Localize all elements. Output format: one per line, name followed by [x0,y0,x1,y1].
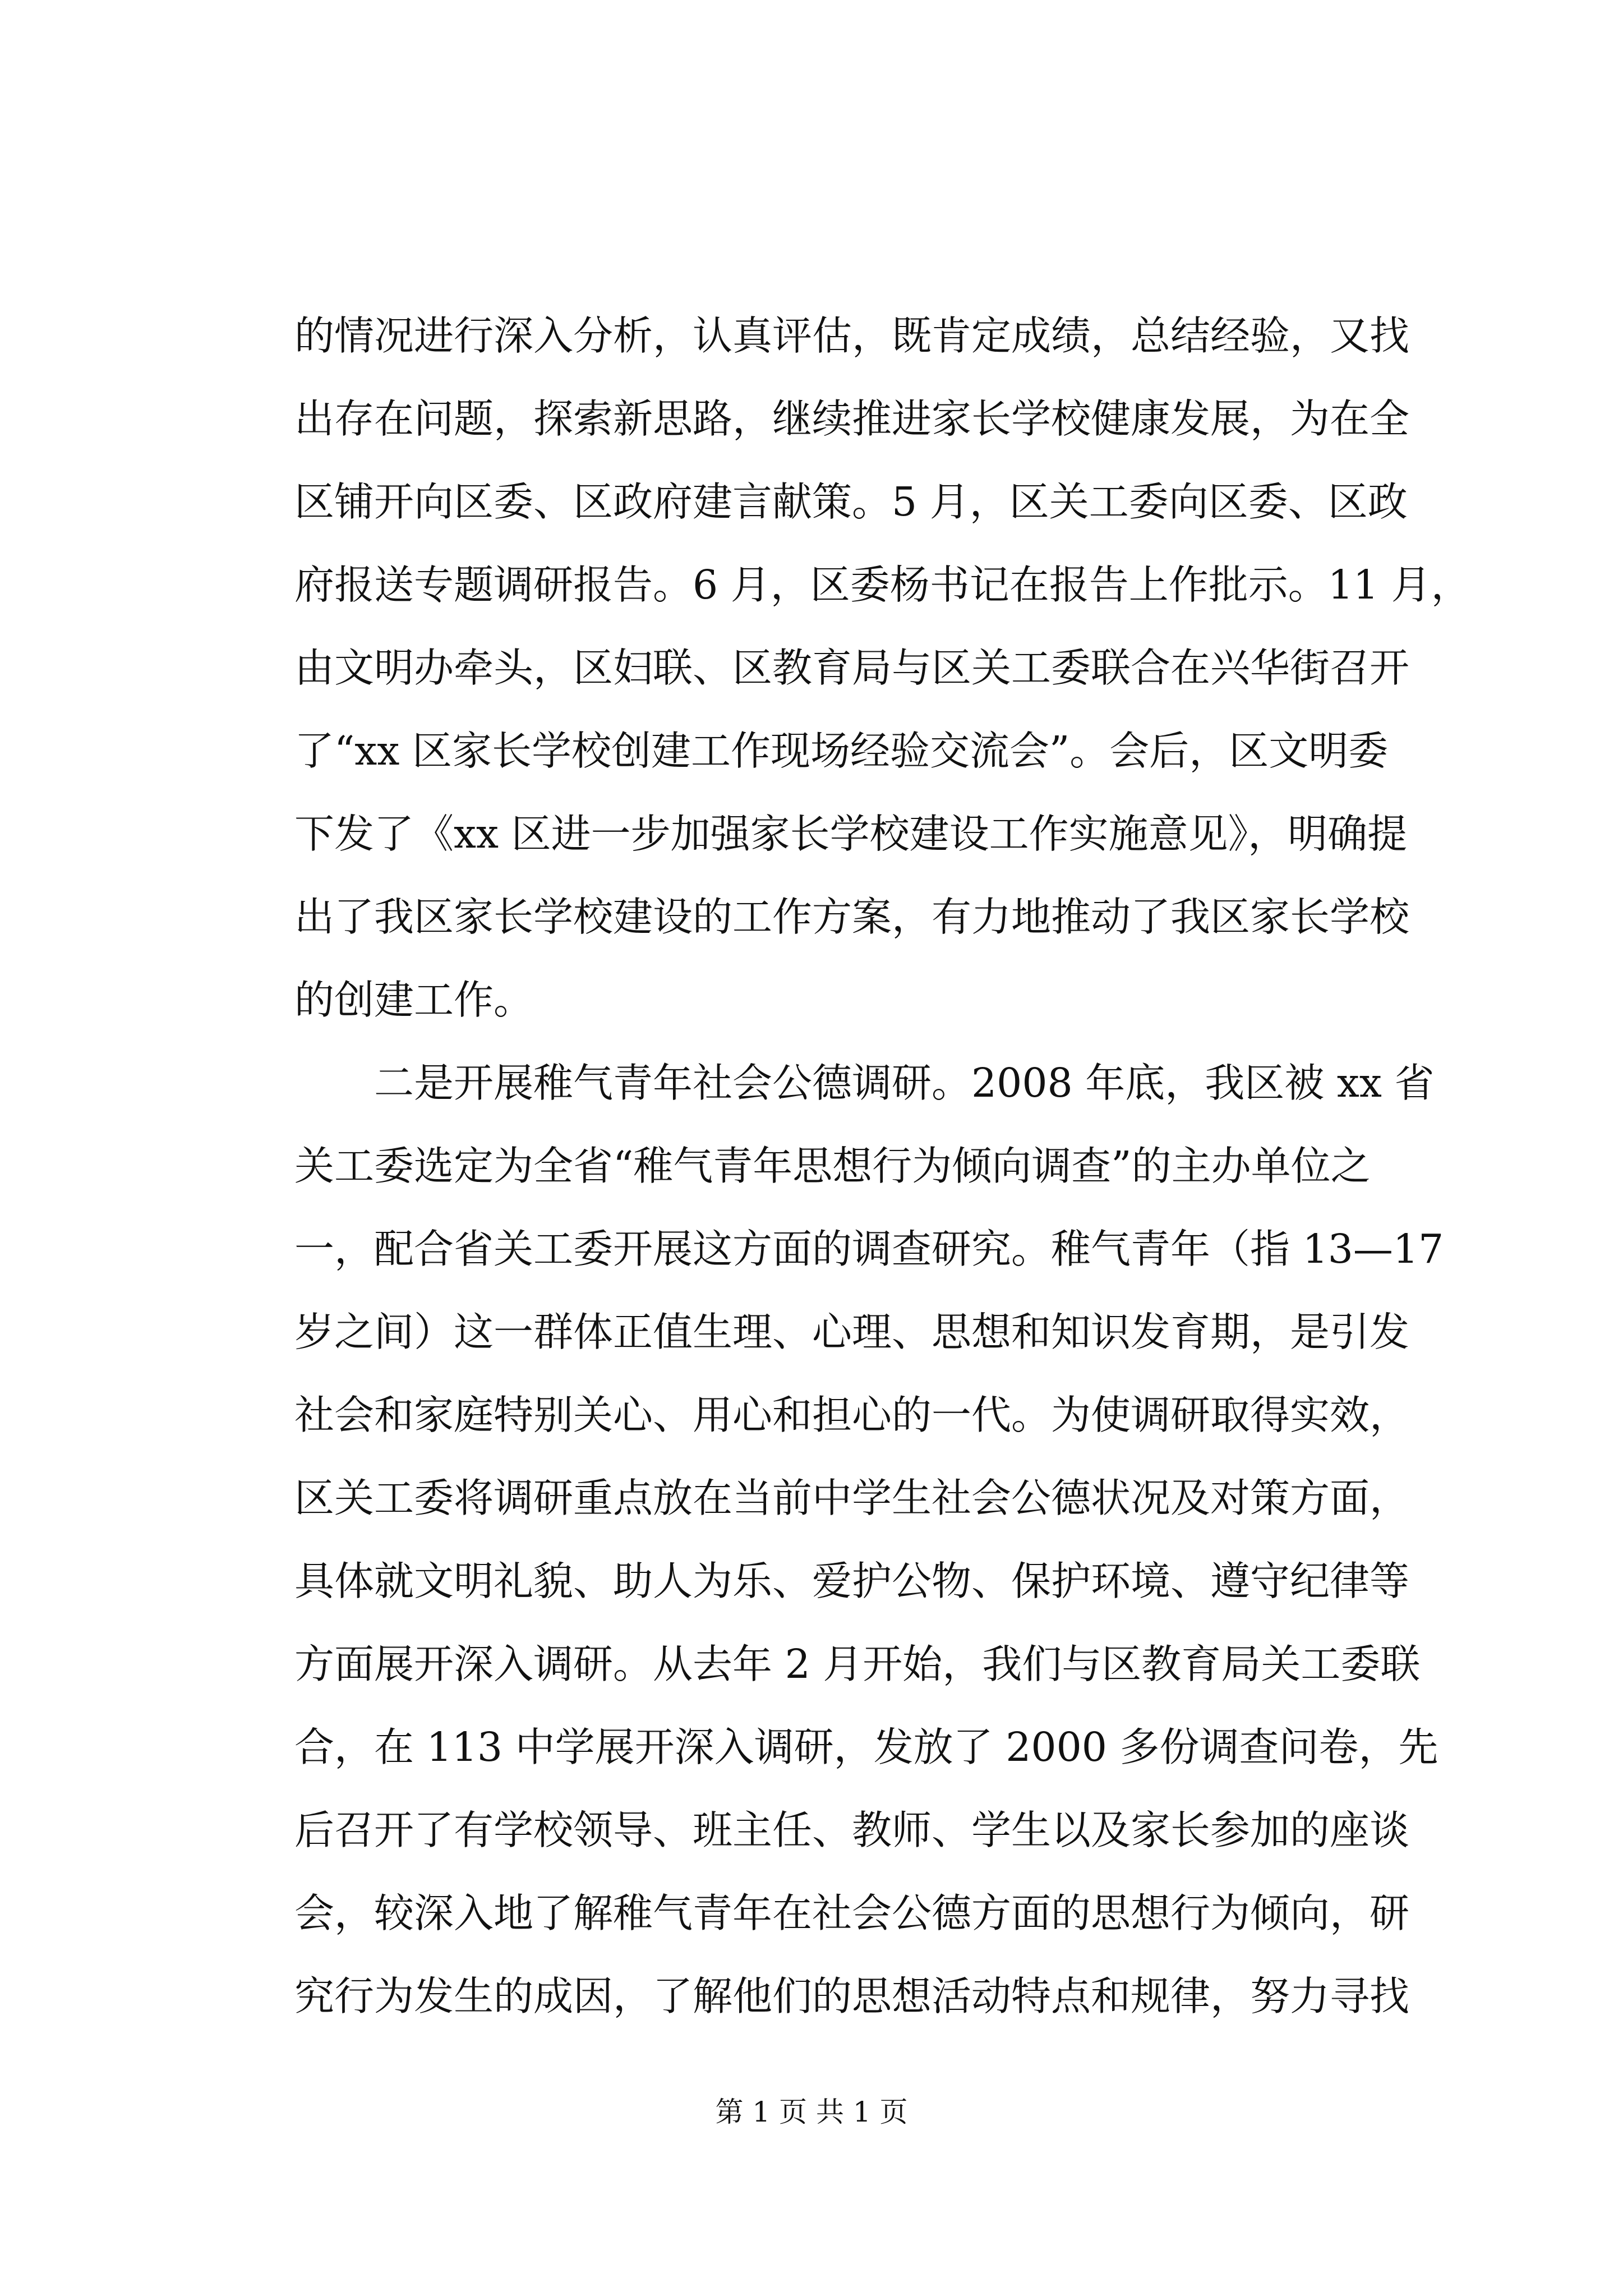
text-line: 府报送专题调研报告。6 月，区委杨书记在报告上作批示。11 月， [294,562,1471,608]
text-line: 区铺开向区委、区政府建言献策。5 月，区关工委向区委、区政 [294,478,1408,525]
text-line: 岁之间）这一群体正值生理、心理、思想和知识发育期，是引发 [294,1309,1410,1355]
text-line: 了“xx 区家长学校创建工作现场经验交流会”。会后，区文明委 [294,728,1389,774]
text-line: 的情况进行深入分析，认真评估，既肯定成绩，总结经验，又找 [294,312,1410,359]
text-line: 一，配合省关工委开展这方面的调查研究。稚气青年（指 13—17 [294,1226,1444,1272]
text-line: 的创建工作。 [294,977,534,1023]
text-line: 下发了《xx 区进一步加强家长学校建设工作实施意见》，明确提 [294,811,1408,857]
text-line: 出了我区家长学校建设的工作方案，有力地推动了我区家长学校 [294,894,1410,940]
text-line: 区关工委将调研重点放在当前中学生社会公德状况及对策方面， [294,1475,1410,1521]
text-line: 具体就文明礼貌、助人为乐、爱护公物、保护环境、遵守纪律等 [294,1558,1410,1604]
text-line: 二是开展稚气青年社会公德调研。2008 年底，我区被 xx 省 [374,1060,1435,1106]
text-line: 出存在问题，探索新思路，继续推进家长学校健康发展，为在全 [294,395,1410,442]
page-footer: 第 1 页 共 1 页 [715,2096,908,2128]
text-line: 会，较深入地了解稚气青年在社会公德方面的思想行为倾向，研 [294,1890,1410,1936]
body-text [294,295,1471,2038]
text-line: 由文明办牵头，区妇联、区教育局与区关工委联合在兴华街召开 [294,645,1410,691]
text-line: 后召开了有学校领导、班主任、教师、学生以及家长参加的座谈 [294,1807,1410,1853]
text-line: 社会和家庭特别关心、用心和担心的一代。为使调研取得实效， [294,1392,1410,1438]
text-line: 合，在 113 中学展开深入调研，发放了 2000 多份调查问卷，先 [294,1724,1438,1770]
text-line: 究行为发生的成因，了解他们的思想活动特点和规律，努力寻找 [294,1973,1410,2019]
text-line: 方面展开深入调研。从去年 2 月开始，我们与区教育局关工委联 [294,1641,1421,1687]
text-line: 关工委选定为全省“稚气青年思想行为倾向调查”的主办单位之 [294,1143,1371,1189]
